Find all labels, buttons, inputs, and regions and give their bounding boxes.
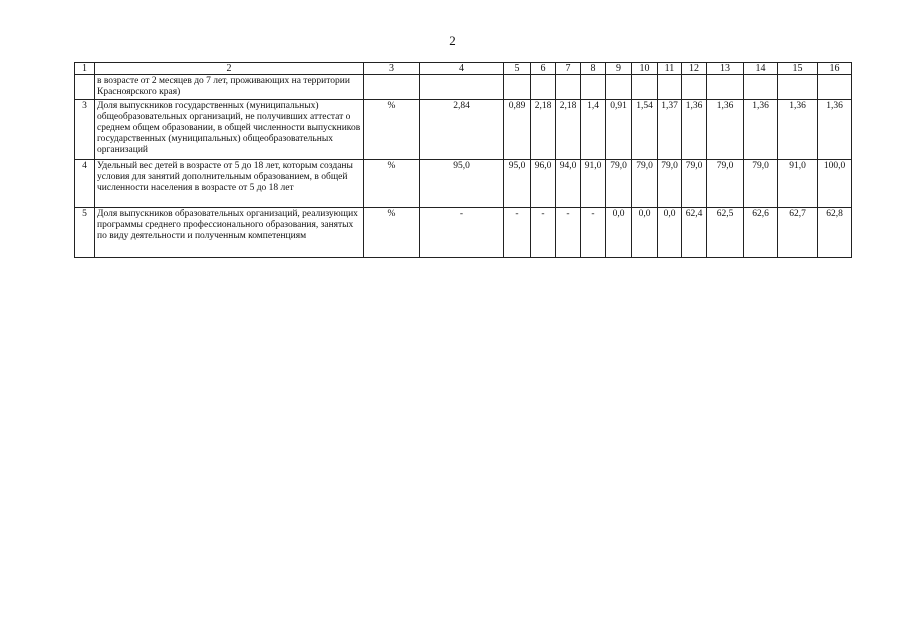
value-cell-col-10: 79,0 xyxy=(632,160,658,208)
value-cell-col-14 xyxy=(744,75,778,100)
table-row xyxy=(75,160,852,208)
value-cell-col-13 xyxy=(707,75,744,100)
value-cell-col-14: 79,0 xyxy=(744,160,778,208)
value-cell-col-5: - xyxy=(504,208,531,258)
table-row xyxy=(75,208,852,258)
header-cell-10: 10 xyxy=(632,63,658,75)
value-cell-col-5: 95,0 xyxy=(504,160,531,208)
value-cell-col-16: 1,36 xyxy=(818,100,852,160)
value-cell-col-6: 2,18 xyxy=(531,100,556,160)
value-cell-col-13: 79,0 xyxy=(707,160,744,208)
value-cell-col-15: 1,36 xyxy=(778,100,818,160)
value-cell-col-9: 0,0 xyxy=(606,208,632,258)
value-cell-col-7 xyxy=(556,75,581,100)
value-cell-col-15 xyxy=(778,75,818,100)
value-cell-col-15: 62,7 xyxy=(778,208,818,258)
value-cell-col-12: 79,0 xyxy=(682,160,707,208)
header-cell-6: 6 xyxy=(531,63,556,75)
header-cell-15: 15 xyxy=(778,63,818,75)
unit-cell: % xyxy=(364,100,420,160)
value-cell-col-11: 79,0 xyxy=(658,160,682,208)
value-cell-col-16: 100,0 xyxy=(818,160,852,208)
value-cell-col-10: 1,54 xyxy=(632,100,658,160)
value-cell-col-9: 0,91 xyxy=(606,100,632,160)
indicators-table xyxy=(74,62,852,258)
header-cell-11: 11 xyxy=(658,63,682,75)
unit-cell: % xyxy=(364,160,420,208)
header-cell-7: 7 xyxy=(556,63,581,75)
value-cell-col-9 xyxy=(606,75,632,100)
row-number-cell: 4 xyxy=(75,160,95,208)
value-cell-col-16: 62,8 xyxy=(818,208,852,258)
value-cell-col-5: 0,89 xyxy=(504,100,531,160)
value-cell-col-4 xyxy=(420,75,504,100)
value-cell-col-4: - xyxy=(420,208,504,258)
value-cell-col-12 xyxy=(682,75,707,100)
value-cell-col-6 xyxy=(531,75,556,100)
value-cell-col-4: 95,0 xyxy=(420,160,504,208)
row-number-cell: 3 xyxy=(75,100,95,160)
value-cell-col-13: 62,5 xyxy=(707,208,744,258)
indicator-description-cell: Доля выпускников государственных (муниципальных) общеобразовательных организаций, не получивших аттестат о среднем общем образовании, в общей численности выпускников государственных (муниципальных) общеобразовательных организаций xyxy=(95,100,364,160)
value-cell-col-4: 2,84 xyxy=(420,100,504,160)
value-cell-col-16 xyxy=(818,75,852,100)
value-cell-col-9: 79,0 xyxy=(606,160,632,208)
value-cell-col-10: 0,0 xyxy=(632,208,658,258)
page-number: 2 xyxy=(449,33,456,48)
value-cell-col-8: - xyxy=(581,208,606,258)
value-cell-col-7: 94,0 xyxy=(556,160,581,208)
header-cell-2: 2 xyxy=(95,63,364,75)
row-number-cell: 5 xyxy=(75,208,95,258)
indicator-description-cell: Доля выпускников образовательных организаций, реализующих программы среднего профессионального образования, занятых по виду деятельности и полученным компетенциям xyxy=(95,208,364,258)
table-row xyxy=(75,100,852,160)
header-cell-14: 14 xyxy=(744,63,778,75)
value-cell-col-12: 1,36 xyxy=(682,100,707,160)
value-cell-col-6: 96,0 xyxy=(531,160,556,208)
value-cell-col-8: 91,0 xyxy=(581,160,606,208)
value-cell-col-11: 0,0 xyxy=(658,208,682,258)
value-cell-col-7: 2,18 xyxy=(556,100,581,160)
value-cell-col-8: 1,4 xyxy=(581,100,606,160)
value-cell-col-8 xyxy=(581,75,606,100)
value-cell-col-11: 1,37 xyxy=(658,100,682,160)
header-cell-4: 4 xyxy=(420,63,504,75)
header-cell-9: 9 xyxy=(606,63,632,75)
table-row xyxy=(75,75,852,100)
value-cell-col-7: - xyxy=(556,208,581,258)
header-cell-16: 16 xyxy=(818,63,852,75)
header-cell-1: 1 xyxy=(75,63,95,75)
value-cell-col-13: 1,36 xyxy=(707,100,744,160)
indicator-description-cell: Удельный вес детей в возрасте от 5 до 18 лет, которым созданы условия для занятий дополнительным образованием, в общей численности населения в возрасте от 5 до 18 лет xyxy=(95,160,364,208)
table-body xyxy=(75,63,852,258)
unit-cell xyxy=(364,75,420,100)
header-cell-13: 13 xyxy=(707,63,744,75)
indicator-description-cell: в возрасте от 2 месяцев до 7 лет, проживающих на территории Красноярского края) xyxy=(95,75,364,100)
row-number-cell xyxy=(75,75,95,100)
value-cell-col-10 xyxy=(632,75,658,100)
value-cell-col-6: - xyxy=(531,208,556,258)
header-row xyxy=(75,63,852,75)
value-cell-col-14: 62,6 xyxy=(744,208,778,258)
value-cell-col-12: 62,4 xyxy=(682,208,707,258)
value-cell-col-14: 1,36 xyxy=(744,100,778,160)
value-cell-col-15: 91,0 xyxy=(778,160,818,208)
value-cell-col-5 xyxy=(504,75,531,100)
value-cell-col-11 xyxy=(658,75,682,100)
header-cell-5: 5 xyxy=(504,63,531,75)
header-cell-12: 12 xyxy=(682,63,707,75)
header-cell-8: 8 xyxy=(581,63,606,75)
header-cell-3: 3 xyxy=(364,63,420,75)
unit-cell: % xyxy=(364,208,420,258)
